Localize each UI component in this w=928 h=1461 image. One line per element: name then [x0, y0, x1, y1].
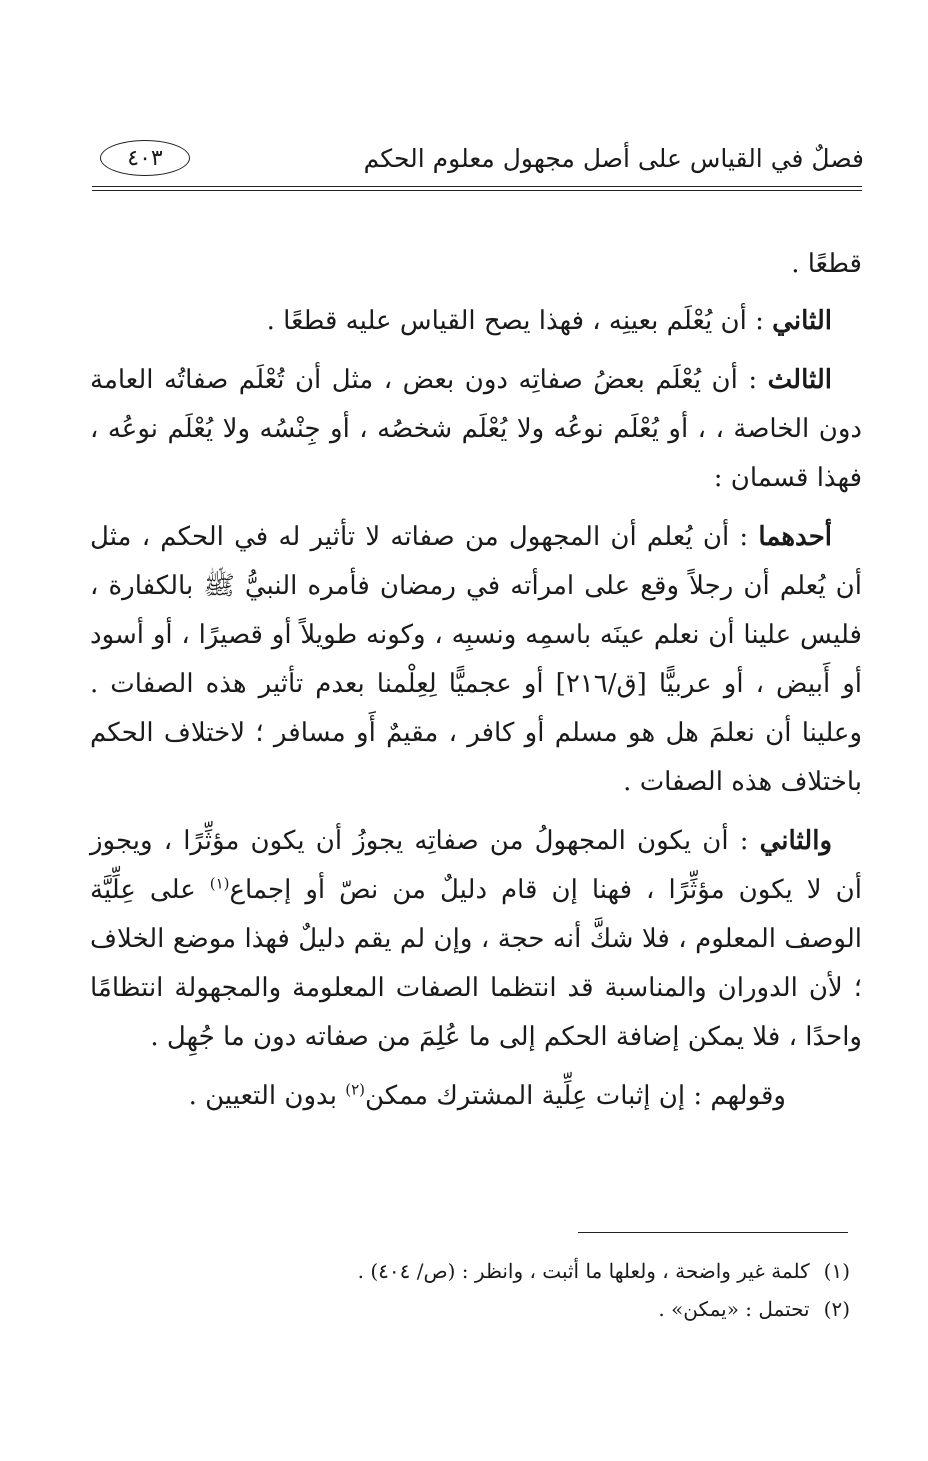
paragraph-first-section-text: : أن يُعلم أن المجهول من صفاته لا تأثير له في الحكم ، مثل أن يُعلم أن رجلاً وقع على امرأته في رمضان فأمره النبيُّ ﷺ بالكفارة ، فليس علينا أن نعلم عينَه باسمِه ونسبِه ، وكونه طويلاً أو قصيرًا ، أو أسود أو أَبيض ، أو عربيًّا [ق/٢١٦] أو عجميًّا لِعِلْمنا بعدم تأثير هذه الصفات . وعلينا أن نعلمَ هل هو مسلم أو كافر ، مقيمٌ أَو مسافر ؛ لاختلاف الحكم باختلاف هذه الصفات .	[90, 522, 862, 797]
term-first-of-two: أحدهما	[758, 522, 832, 552]
paragraph-second	[90, 297, 862, 346]
paragraph-first-section	[90, 513, 862, 807]
footnote-text: كلمة غير واضحة ، ولعلها ما أثبت ، وانظر : (ص/ ٤٠٤) .	[357, 1259, 810, 1283]
term-second-of-two: والثاني	[759, 826, 833, 856]
page-header	[92, 140, 864, 186]
footnote-1	[90, 1252, 850, 1290]
footnote-ref-2[interactable]: (٢)	[345, 1080, 365, 1099]
paragraph-second-section-text-a: : أن يكون المجهولُ من صفاتِه يجوزُ أن يكون مؤثِّرًا ، ويجوز أن لا يكون مؤثِّرًا ، فهنا إن قام دليلٌ من نصّ أو إجماع	[90, 826, 862, 905]
footnote-2	[90, 1290, 850, 1328]
footnote-rule	[578, 1232, 848, 1233]
paragraph-their-saying-text-b: بدون التعيين .	[188, 1081, 346, 1111]
continuation-text: قطعًا .	[791, 249, 862, 279]
footnote-number: (٢)	[823, 1297, 850, 1321]
paragraph-their-saying	[90, 1072, 862, 1121]
footnote-number: (١)	[823, 1259, 850, 1283]
paragraph-second-text: : أن يُعْلَم بعينِه ، فهذا يصح القياس عليه قطعًا .	[266, 306, 764, 336]
paragraph-third-text: : أن يُعْلَم بعضُ صفاتِه دون بعض ، مثل أن تُعْلَم صفاتُه العامة دون الخاصة ، ، أو يُعْلَم نوعُه ولا يُعْلَم شخصُه ، أو جِنْسُه ولا يُعْلَم نوعُه ، فهذا قسمان :	[90, 365, 862, 493]
term-second: الثاني	[772, 306, 832, 336]
footnote-ref-1[interactable]: (١)	[209, 874, 230, 893]
footnotes	[90, 1252, 850, 1328]
term-third: الثالث	[767, 365, 832, 395]
footnote-text: تحتمل : «يمكن» .	[658, 1297, 810, 1321]
running-title: فصلٌ في القياس على أصل مجهول معلوم الحكم	[363, 144, 864, 173]
paragraph-their-saying-text-a: وقولهم : إن إثبات عِلِّية المشترك ممكن	[364, 1081, 786, 1111]
paragraph-continuation	[90, 240, 862, 289]
paragraph-second-section	[90, 817, 862, 1062]
main-text	[90, 240, 862, 1131]
paragraph-second-section-text-b: على عِلِّيَّة الوصف المعلوم ، فلا شكَّ أنه حجة ، وإن لم يقم دليلٌ فهذا موضع الخلاف ؛ لأن الدوران والمناسبة قد انتظما الصفات المعلومة والمجهولة انتظامًا واحدًا ، فلا يمكن إضافة الحكم إلى ما عُلِمَ من صفاته دون ما جُهِل .	[90, 875, 862, 1052]
paragraph-third	[90, 356, 862, 503]
header-rule	[92, 186, 862, 191]
page-number: ٤٠٣	[100, 140, 190, 176]
